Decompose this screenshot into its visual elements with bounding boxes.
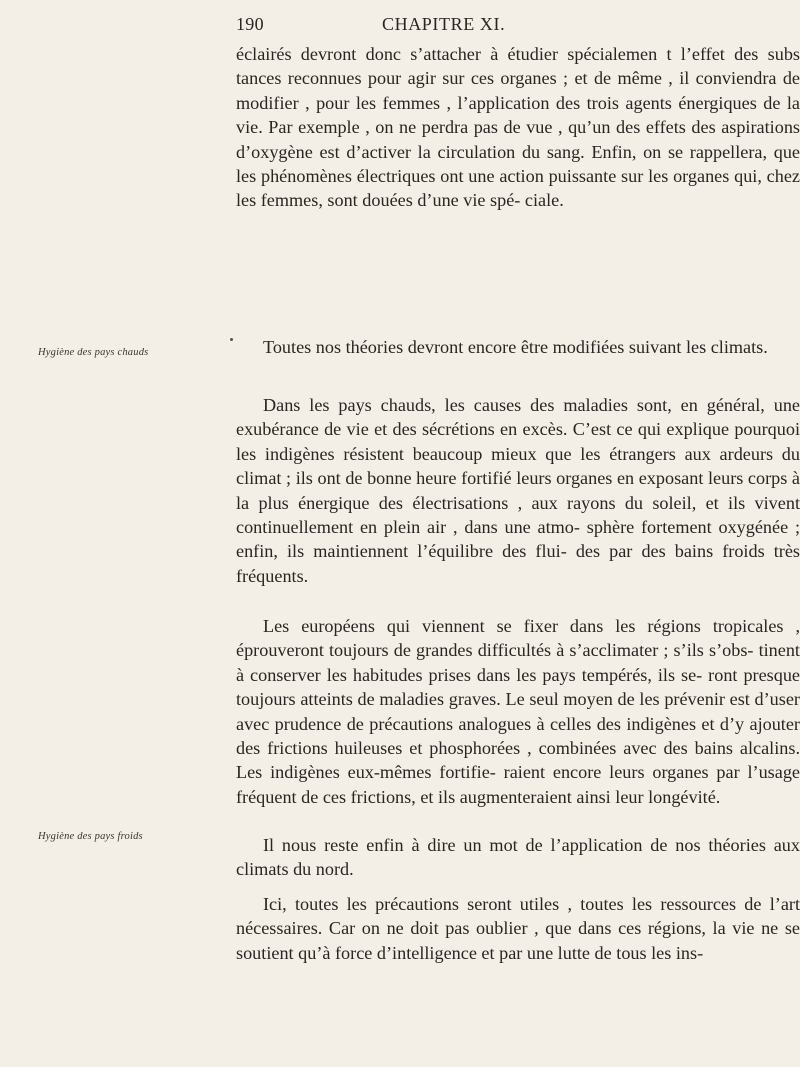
margin-note-hot-countries: Hygiène des pays chauds	[38, 347, 149, 358]
margin-mark	[230, 338, 233, 341]
paragraph: Ici, toutes les précautions seront utiles , toutes les ressources de l’art nécessaires. Car on ne doit pas oublier , que dans ces régions, la vie ne se soutient qu’à force d’intelligence et par une lutte de tous les ins-	[236, 894, 800, 963]
body-text	[236, 42, 800, 965]
paragraph: Dans les pays chauds, les causes des maladies sont, en général, une exubérance de vie et des sécrétions en excès. C’est ce qui explique pourquoi les indigènes résistent beaucoup mieux que les étrangers aux ardeurs du climat ; ils ont de bonne heure fortifié leurs organes en exposant leurs corps à la plus énergique des électrisations , aux rayons du soleil, et ils vivent continuellement en plein air , dans une atmo- sphère fortement oxygénée ; enfin, ils maintiennent l’équilibre des flui- des par des bains froids très fréquents.	[236, 395, 800, 586]
paragraph: Les européens qui viennent se fixer dans les régions tropicales , éprouveront toujours de grandes difficultés à s’acclimater ; s’ils s’obs- tinent à conserver les habitudes prises dans les pays tempérés, ils se- ront presque toujours atteints de maladies graves. Le seul moyen de les prévenir est d’user avec prudence de précautions analogues à celles des indigènes et d’y ajouter des frictions huileuses et phosphorées , combinées avec des bains alcalins. Les indigènes eux-mêmes fortifie- raient encore leurs organes par l’usage fréquent de ces frictions, et ils augmenteraient ainsi leur longévité.	[236, 616, 800, 807]
paragraph: Il nous reste enfin à dire un mot de l’application de nos théories aux climats du nord.	[236, 835, 800, 880]
paragraph: Toutes nos théories devront encore être modifiées suivant les climats.	[263, 337, 768, 357]
running-header	[236, 14, 800, 40]
paragraph: éclairés devront donc s’attacher à étudier spécialemen t l’effet des subs tances reconnues pour agir sur ces organes ; et de même , il conviendra de modifier , pour les femmes , l’application des trois agents énergiques de la vie. Par exemple , on ne perdra pas de vue , qu’un des effets des aspirations d’oxygène est d’activer la circulation du sang. Enfin, on se rappellera, que les phénomènes électriques ont une action puissante sur les organes qui, chez les femmes, sont douées d’une vie spé- ciale.	[236, 44, 800, 211]
page-number: 190	[236, 14, 264, 34]
margin-note-cold-countries: Hygiène des pays froids	[38, 831, 143, 842]
chapter-title: CHAPITRE XI.	[382, 14, 506, 34]
